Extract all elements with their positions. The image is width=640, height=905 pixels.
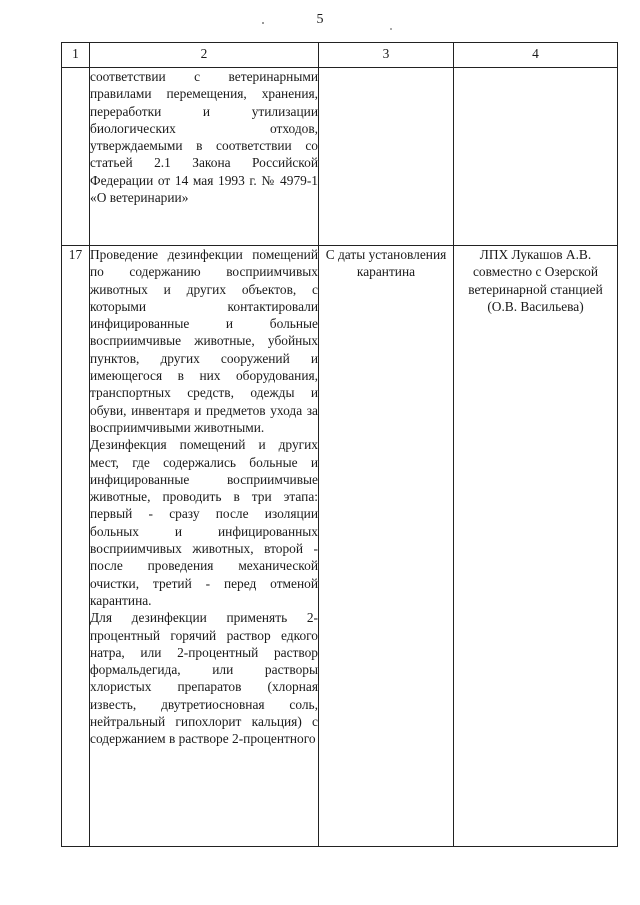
page-number: 5: [316, 12, 324, 27]
table-row: [62, 68, 618, 246]
deadline-text: С даты установления карантина: [325, 247, 447, 280]
responsible-cell: [454, 246, 618, 847]
measure-text: [90, 246, 319, 847]
deadline-cell: [319, 246, 454, 847]
scan-speck: [390, 28, 392, 30]
responsible-text: ЛПХ Лукашов А.В. совместно с Озерской ветеринарной станцией: [468, 247, 603, 297]
table-header-cell: 3: [319, 43, 454, 68]
table-row: [62, 246, 618, 847]
row-number: [62, 68, 90, 246]
row-number: 17: [62, 246, 90, 847]
table-header-cell: 1: [62, 43, 90, 68]
document-table: [61, 42, 618, 847]
measure-paragraph: соответствии с ветеринарными правилами перемещения, хранения, переработки и утилизации биологических отходов, утверждаемыми в соответствии со статьей 2.1 Закона Российской Федерации от 14 мая 1993 г. № 4979-1 «О ветеринарии»: [90, 69, 318, 206]
table-header-row: [62, 43, 618, 68]
responsible-text: (О.В. Васильева): [487, 298, 584, 314]
measure-paragraph: Для дезинфекции применять 2-процентный горячий раствор едкого натра, или 2-процентный раствор формальдегида, или растворы хлористых препаратов (хлорная известь, двутретиосновная соль, нейтральный гипохлорит кальция) с содержанием в растворе 2-процентного: [90, 610, 318, 747]
responsible-cell: [454, 68, 618, 246]
table-header-cell: 2: [90, 43, 319, 68]
deadline-cell: [319, 68, 454, 246]
measure-text: [90, 68, 319, 246]
table-header-cell: 4: [454, 43, 618, 68]
measure-paragraph: Дезинфекция помещений и других мест, где содержались больные и инфицированные восприимчивые животные, проводить в три этапа: первый - сразу после изоляции больных и инфицированных восприимчивых животных, второй - после проведения механической очистки, третий - перед отменой карантина.: [90, 437, 318, 608]
measure-paragraph: Проведение дезинфекции помещений по содержанию восприимчивых животных и других объектов, с которыми контактировали инфицированные и больные восприимчивые животные, убойных пунктов, других сооружений и имеющегося в них оборудования, транспортных средств, одежды и обуви, инвентаря и предметов ухода за восприимчивыми животными.: [90, 247, 318, 435]
